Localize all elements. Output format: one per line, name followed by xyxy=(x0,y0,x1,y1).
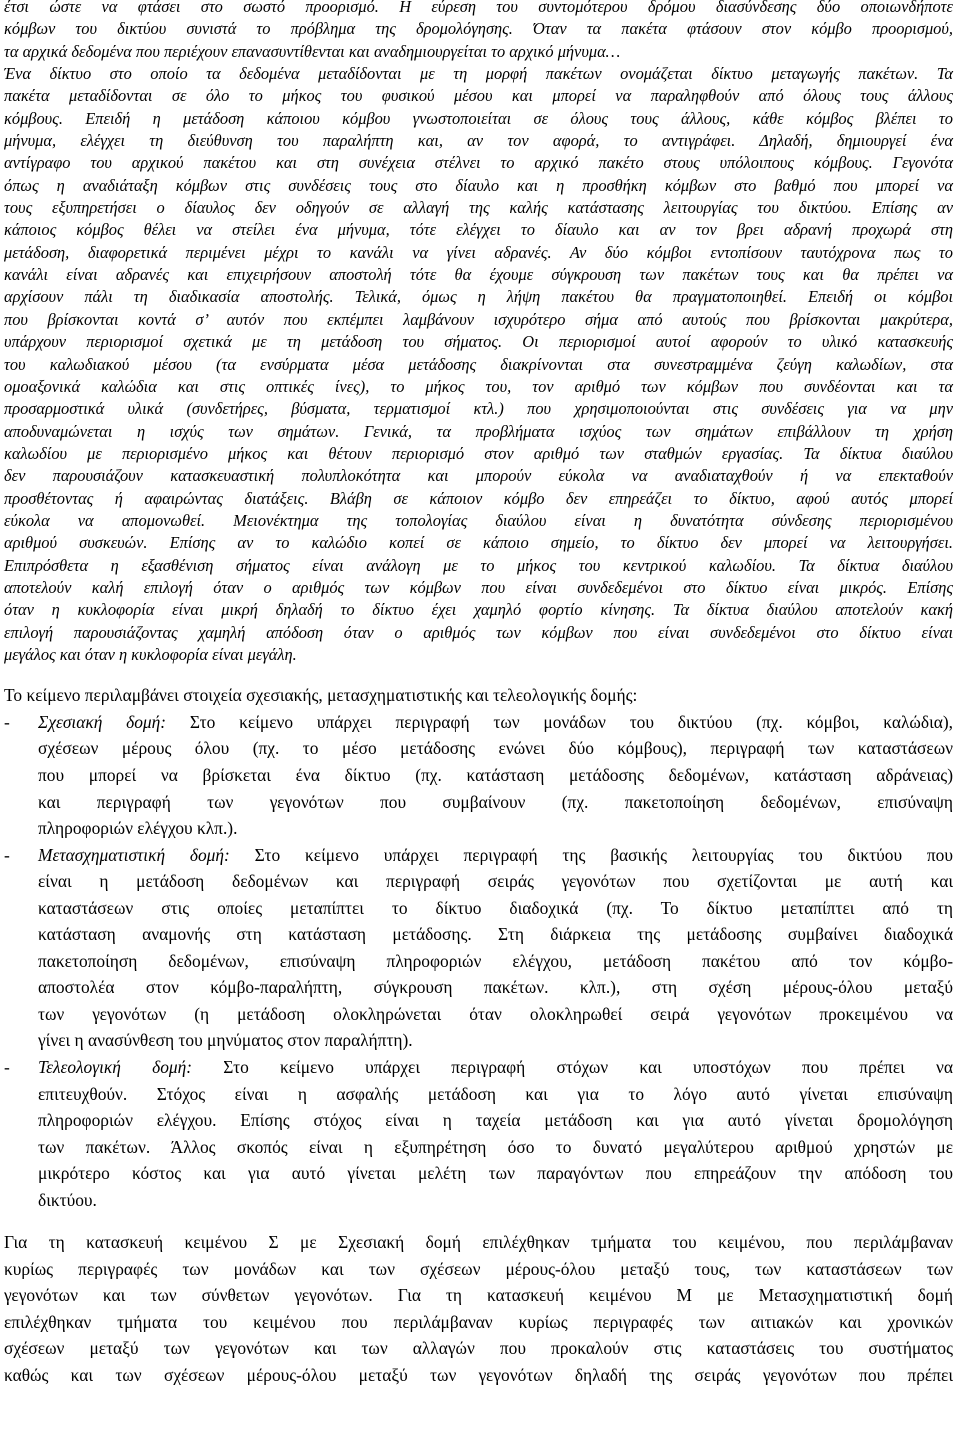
list-line: πληροφοριών ελέγχου. Επίσης στόχος είναι η ταχεία μετάδοση και για αυτό γίνεται δρομολόγηση xyxy=(38,1110,953,1131)
list-line: κατάσταση αναμονής στη κατάσταση μετάδοσης. Στη διάρκεια της μετάδοσης συμβαίνει διαδοχικά xyxy=(38,924,953,945)
paragraph-line: καθώς και των σχέσεων μέρους-όλου μεταξύ των γεγονότων δηλαδή της σειράς γεγονότων που πρέπει xyxy=(4,1364,953,1385)
list-dash: - xyxy=(4,711,10,732)
paragraph-line: επιλογή παρουσιάζοντας χαμηλή απόδοση όταν ο αριθμός των κόμβων που είναι συνδεδεμένοι στο δίκτυο είναι xyxy=(4,622,953,642)
paragraph-line: εύκολα να απομονωθεί. Μειονέκτημα της τοπολογίας διαύλου είναι η δυνατότητα σύνδεσης περιορισμένου xyxy=(4,510,953,530)
paragraph-line: του καλωδιακού μέσου (τα ενσύρματα μέσα μετάδοσης διακρίνονται στα συνεστραμμένα ζεύγη καλωδίων, στα xyxy=(4,354,953,374)
intro-line: Το κείμενο περιλαμβάνει στοιχεία σχεσιακής, μετασχηματιστικής και τελεολογικής δομής: xyxy=(4,685,638,706)
italic-paragraph xyxy=(4,0,953,666)
intro-text xyxy=(4,682,953,709)
list-item xyxy=(4,709,953,842)
list-line: δικτύου. xyxy=(38,1189,97,1210)
list-line: πληροφοριών ελέγχου κλπ.). xyxy=(38,818,238,839)
paragraph-line: ομοαξονικά καλώδια και στις οπτικές ίνες), το μήκος του, τον αριθμό των κόμβων που συνδέονται και τα xyxy=(4,376,953,396)
structure-list xyxy=(4,709,953,1213)
list-term: Μετασχηματιστική δομή: xyxy=(38,844,230,865)
closing-paragraph xyxy=(4,1229,953,1388)
paragraph-line: αποδυναμώνεται η ισχύς των σημάτων. Γενικά, τα προβλήματα ισχύος των σημάτων επιβάλλουν τη χρήση xyxy=(4,421,953,441)
list-line: είναι η μετάδοση δεδομένων και περιγραφή σειράς γεγονότων που σχετίζονται με αυτή και xyxy=(38,871,953,892)
list-term: Σχεσιακή δομή: xyxy=(38,711,167,732)
paragraph-line: Ένα δίκτυο στο οποίο τα δεδομένα μεταδίδονται με τη μορφή πακέτων ονομάζεται δίκτυο μεταγωγής πακέτων. Τα xyxy=(4,64,953,84)
paragraph-line: γεγονότων και των σύνθετων γεγονότων. Για τη κατασκευή κειμένου Μ με Μετασχηματιστική δομή xyxy=(4,1285,953,1306)
list-line: πακετοποίηση δεδομένων, επισύναψη πληροφοριών ελέγχου, μετάδοση πακέτου από τον κόμβο- xyxy=(38,950,953,971)
paragraph-line: καλωδίου με περιορισμένο μήκος και θέτουν περιορισμό στον αριθμό των σταθμών εργασίας. Τα δίκτυα διαύλου xyxy=(4,443,953,463)
paragraph-line: κόμβους. Επειδή η μετάδοση κάποιου κόμβου γνωστοποιείται σε όλους τους άλλους, κάθε κόμβος βλέπει το xyxy=(4,108,953,128)
paragraph-line: σχέσεων μεταξύ των γεγονότων και των αλλαγών που προκαλούν στις καταστάσεις του συστήματος xyxy=(4,1338,953,1359)
paragraph-line: κανάλι είναι αδρανές και επιχειρήσουν αποστολή τότε θα έχουμε σύγκρουση των πακέτων τους και θα πρέπει να xyxy=(4,265,953,285)
paragraph-line: τους εξυπηρετήσει ο δίαυλος δεν οδηγούν σε αλλαγή της καλής κατάστασης λειτουργίας του δικτύου. Επίσης αν xyxy=(4,198,953,218)
list-line: και περιγραφή των γεγονότων που συμβαίνουν (πχ. πακετοποίηση δεδομένων, επισύναψη xyxy=(38,791,953,812)
document-page xyxy=(4,0,953,1389)
list-line-text: Στο κείμενο υπάρχει περιγραφή της βασικής λειτουργίας του δικτύου που xyxy=(229,844,953,865)
list-line: γίνει η ανασύνθεση του μηνύματος στον παραλήπτη). xyxy=(38,1030,413,1051)
paragraph-line: έτσι ώστε να φτάσει στο σωστό προορισμό. Η εύρεση του συντομότερου δρόμου διασύνδεσης δύο οποιωνδήποτε xyxy=(4,0,953,16)
list-term: Τελεολογική δομή: xyxy=(38,1056,193,1077)
paragraph-line: Για τη κατασκευή κειμένου Σ με Σχεσιακή δομή επιλέχθηκαν τμήματα του κειμένου, που περιλάμβαναν xyxy=(4,1232,953,1253)
list-line-text: Στο κείμενο υπάρχει περιγραφή στόχων και υποστόχων που πρέπει να xyxy=(192,1056,954,1077)
list-line: των γεγονότων (η μετάδοση ολοκληρώνεται όταν ολοκληρωθεί σειρά γεγονότων προκειμένου να xyxy=(38,1003,953,1024)
paragraph-line: μήνυμα, ελέγχει τη διεύθυνση του παραλήπτη και, αν τον αφορά, το αντιγράφει. Δηλαδή, δημιουργεί ένα xyxy=(4,131,953,151)
list-line: των πακέτων. Άλλος σκοπός είναι η εξυπηρέτηση όσο το δυνατό μεγαλύτερου αριθμού χρηστών με xyxy=(38,1136,953,1157)
paragraph-line: τα αρχικά δεδομένα που περιέχουν επανασυντίθενται και αναδημιουργείται το αρχικό μήνυμα… xyxy=(4,41,621,61)
paragraph-line: προσαρμοστικά υλικά (συνδετήρες, βύσματα, τερματισμοί κτλ.) που χρησιμοποιούνται στις συνδέσεις για να μην xyxy=(4,399,953,419)
paragraph-line: όπως η αναδιάταξη κόμβων στις συνδέσεις τους στο δίαυλο και η προσθήκη κόμβων στο βαθμό που μπορεί να xyxy=(4,175,953,195)
paragraph-line: Επιπρόσθετα η εξασθένιση σήματος είναι ανάλογη με το μήκος του κεντρικού καλωδίου. Τα δίκτυα διαύλου xyxy=(4,555,953,575)
paragraph-line: αποτελούν καλή επιλογή όταν ο αριθμός των κόμβων που είναι συνδεδεμένοι στο δίκτυο είναι μικρός. Επίσης xyxy=(4,577,953,597)
list-line xyxy=(38,709,953,736)
list-dash: - xyxy=(4,844,10,865)
list-line: σχέσεων μέρους όλου (πχ. το μέσο μετάδοσης ενώνει δύο κόμβους), περιγραφή των καταστάσεων xyxy=(38,738,953,759)
list-line: καταστάσεων στις οποίες μεταπίπτει το δίκτυο διαδοχικά (πχ. Το δίκτυο μεταπίπτει από τη xyxy=(38,897,953,918)
paragraph-line: κάποιος κόμβος θέλει να στείλει ένα μήνυμα, τότε ελέγχει το δίαυλο και αν τον βρει αδρανή προχωρά στη xyxy=(4,220,953,240)
paragraph-line: αριθμού συσκευών. Επίσης αν το καλώδιο κοπεί σε κάποιο σημείο, το δίκτυο δεν μπορεί να λειτουργήσει. xyxy=(4,533,953,553)
paragraph-line: αρχίσουν πάλι τη διαδικασία αποστολής. Τελικά, όμως η λήψη πακέτου θα πραγματοποιηθεί. Επειδή οι κόμβοι xyxy=(4,287,953,307)
list-line: επιτευχθούν. Στόχος είναι η ασφαλής μετάδοση και για το λόγο αυτό γίνεται επισύναψη xyxy=(38,1083,953,1104)
paragraph-line: που βρίσκονται κοντά σ’ αυτόν που εκπέμπει λαμβάνουν ισχυρότερο σήμα από αυτούς που βρίσκονται μακρύτερα, xyxy=(4,309,953,329)
list-line xyxy=(38,1054,953,1081)
paragraph-line: υπάρχουν περιορισμοί σχετικά με τη μετάδοση του σήματος. Οι περιορισμοί αυτοί αφορούν το υλικό κατασκευής xyxy=(4,332,953,352)
list-line-text: Στο κείμενο υπάρχει περιγραφή των μονάδων του δικτύου (πχ. κόμβοι, καλώδια), xyxy=(166,711,953,732)
list-item xyxy=(4,842,953,1054)
list-line: που μπορεί να βρίσκεται ένα δίκτυο (πχ. κατάσταση μετάδοσης δεδομένων, κατάσταση αδράνειας) xyxy=(38,764,953,785)
list-dash: - xyxy=(4,1056,10,1077)
paragraph-line: μετάδοση, διαφορετικά περιμένει μέχρι το κανάλι να γίνει αδρανές. Αν δύο κόμβοι εντοπίσουν ταυτόχρονα πως το xyxy=(4,242,953,262)
list-line: αποστολέα στον κόμβο-παραλήπτη, σύγκρουση πακέτων. κλπ.), στη σχέση μέρους-όλου μεταξύ xyxy=(38,977,953,998)
paragraph-line: μεγάλος και όταν η κυκλοφορία είναι μεγάλη. xyxy=(4,644,297,664)
paragraph-line: δεν παρουσιάζουν κατασκευαστική πολυπλοκότητα και μπορούν εύκολα να αναδιαταχθούν ή να επεκταθούν xyxy=(4,466,953,486)
paragraph-line: επιλέχθηκαν τμήματα του κειμένου που περιλάμβαναν κυρίως περιγραφές των αιτιακών και χρονικών xyxy=(4,1311,953,1332)
paragraph-line: προσθέτοντας ή αφαιρώντας διατάξεις. Βλάβη σε κάποιον κόμβο δεν επηρεάζει το δίκτυο, αφού αυτός μπορεί xyxy=(4,488,953,508)
paragraph-line: κόμβων του δικτύου συνιστά το πρόβλημα της δρομολόγησης. Όταν τα πακέτα φτάσουν στον κόμβο προορισμού, xyxy=(4,19,953,39)
list-line: μικρότερο κόστος και για αυτό γίνεται μελέτη των παραγόντων που επηρεάζουν την απόδοση του xyxy=(38,1163,953,1184)
paragraph-line: κυρίως περιγραφές των μονάδων και των σχέσεων μέρους-όλου μεταξύ τους, των καταστάσεων των xyxy=(4,1258,953,1279)
paragraph-line: πακέτα μεταδίδονται σε όλο το μήκος του φυσικού μέσου και μπορεί να παραληφθούν από όλους τους άλλους xyxy=(4,86,953,106)
paragraph-line: όταν η κυκλοφορία είναι μικρή δηλαδή το δίκτυο έχει χαμηλό φορτίο κίνησης. Τα δίκτυα διαύλου αποτελούν κακή xyxy=(4,600,953,620)
paragraph-line: αντίγραφο του αρχικού πακέτου και στη συνέχεια στέλνει το αρχικό πακέτο στους υπόλοιπους κόμβους. Γεγονότα xyxy=(4,153,953,173)
list-item xyxy=(4,1054,953,1213)
list-line xyxy=(38,842,953,869)
